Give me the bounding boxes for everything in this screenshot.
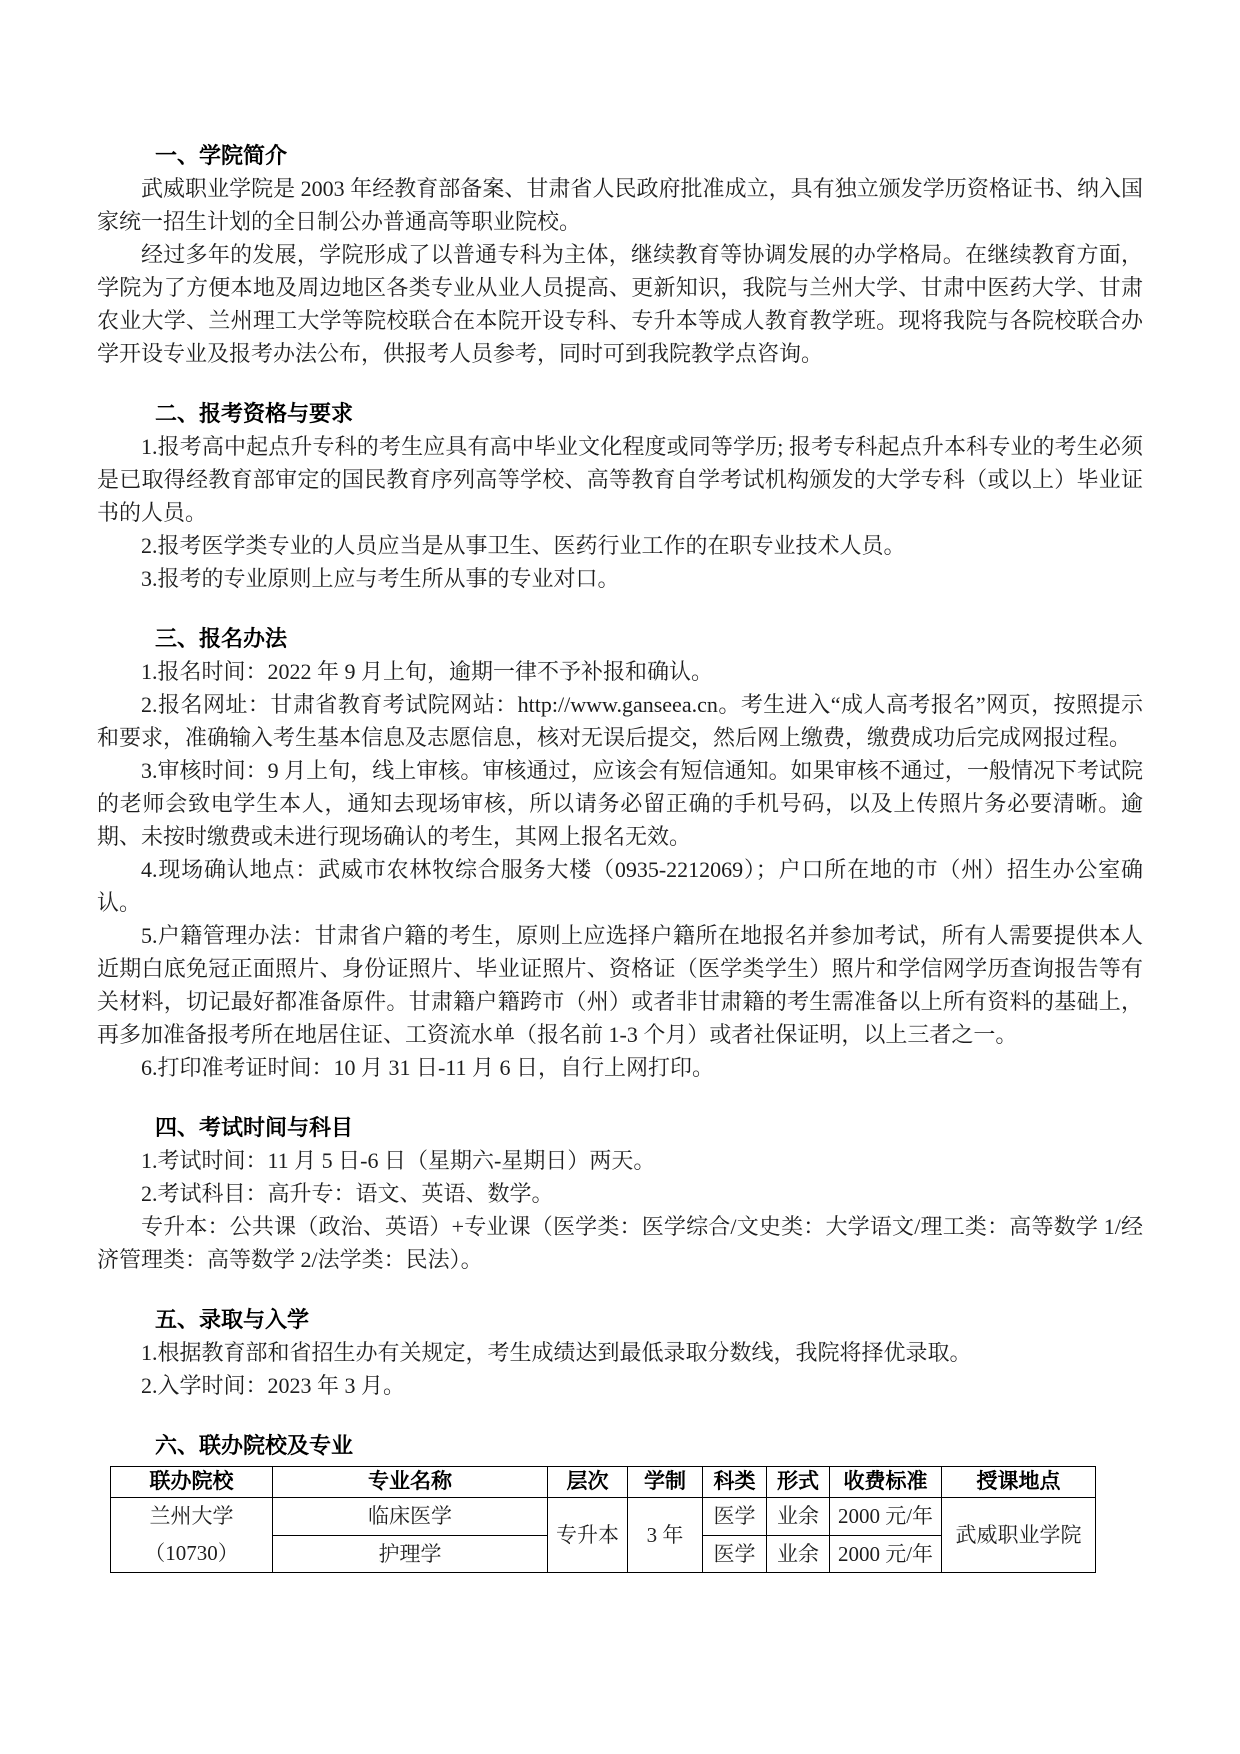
- section-heading: 五、录取与入学: [155, 1307, 310, 1332]
- header-duration: 学制: [628, 1467, 703, 1498]
- section-heading: 一、学院简介: [155, 143, 288, 168]
- section-qualifications: [97, 397, 1143, 595]
- college-cell: [111, 1498, 273, 1573]
- table-header-row: [111, 1467, 1096, 1498]
- paragraph: 专升本：公共课（政治、英语）+专业课（医学类：医学综合/文史类：大学语文/理工类：高等数学 1/经济管理类：高等数学 2/法学类：民法）。: [97, 1214, 1143, 1272]
- form-cell: 业余: [767, 1535, 830, 1573]
- category-cell: 医学: [703, 1498, 767, 1536]
- fee-cell: 2000 元/年: [830, 1535, 942, 1573]
- section-heading: 三、报名办法: [155, 626, 288, 651]
- header-level: 层次: [548, 1467, 628, 1498]
- paragraph: 3.审核时间：9 月上旬，线上审核。审核通过，应该会有短信通知。如果审核不通过，一般情况下考试院的老师会致电学生本人，通知去现场审核，所以请务必留正确的手机号码，以及上传照片务必要清晰。逾期、未按时缴费或未进行现场确认的考生，其网上报名无效。: [97, 758, 1143, 849]
- level-cell: 专升本: [548, 1498, 628, 1573]
- paragraph: 2.报考医学类专业的人员应当是从事卫生、医药行业工作的在职专业技术人员。: [141, 533, 906, 558]
- paragraph: 6.打印准考证时间：10 月 31 日-11 月 6 日，自行上网打印。: [141, 1055, 715, 1080]
- college-name: 兰州大学: [149, 1504, 234, 1528]
- header-college: 联办院校: [111, 1467, 273, 1498]
- section-heading: 四、考试时间与科目: [155, 1115, 354, 1140]
- table-row: [111, 1498, 1096, 1536]
- section-heading: 二、报考资格与要求: [155, 401, 354, 426]
- paragraph: 1.根据教育部和省招生办有关规定，考生成绩达到最低录取分数线，我院将择优录取。: [141, 1340, 972, 1365]
- major-cell: 护理学: [273, 1535, 548, 1573]
- paragraph: 经过多年的发展，学院形成了以普通专科为主体，继续教育等协调发展的办学格局。在继续教育方面，学院为了方便本地及周边地区各类专业从业人员提高、更新知识，我院与兰州大学、甘肃中医药大学、甘肃农业大学、兰州理工大学等院校联合在本院开设专科、专升本等成人教育教学班。现将我院与各院校联合办学开设专业及报考办法公布，供报考人员参考，同时可到我院教学点咨询。: [97, 242, 1143, 366]
- paragraph: 4.现场确认地点：武威市农林牧综合服务大楼（0935-2212069）；户口所在地的市（州）招生办公室确认。: [97, 857, 1143, 915]
- form-cell: 业余: [767, 1498, 830, 1536]
- category-cell: 医学: [703, 1535, 767, 1573]
- section-registration: [97, 622, 1143, 1084]
- paragraph: 3.报考的专业原则上应与考生所从事的专业对口。: [141, 566, 620, 591]
- location-cell: 武威职业学院: [942, 1498, 1096, 1573]
- paragraph: 2.考试科目：高升专：语文、英语、数学。: [141, 1181, 554, 1206]
- section-heading: 六、联办院校及专业: [155, 1433, 354, 1458]
- paragraph: 1.报名时间：2022 年 9 月上旬，逾期一律不予补报和确认。: [141, 659, 714, 684]
- paragraph: 2.报名网址：甘肃省教育考试院网站：http://www.ganseea.cn。考生进入“成人高考报名”网页，按照提示和要求，准确输入考生基本信息及志愿信息，核对无误后提交，然后网上缴费，缴费成功后完成网报过程。: [97, 692, 1143, 750]
- duration-cell: 3 年: [628, 1498, 703, 1573]
- header-major: 专业名称: [273, 1467, 548, 1498]
- college-code: （10730）: [144, 1541, 239, 1565]
- section-admission: [97, 1303, 1143, 1402]
- header-category: 科类: [703, 1467, 767, 1498]
- section-joint-programs: [97, 1429, 1143, 1573]
- header-location: 授课地点: [942, 1467, 1096, 1498]
- fee-cell: 2000 元/年: [830, 1498, 942, 1536]
- paragraph: 2.入学时间：2023 年 3 月。: [141, 1373, 406, 1398]
- header-fee: 收费标准: [830, 1467, 942, 1498]
- paragraph: 1.报考高中起点升专科的考生应具有高中毕业文化程度或同等学历; 报考专科起点升本科专业的考生必须是已取得经教育部审定的国民教育序列高等学校、高等教育自学考试机构颁发的大学专科（或以上）毕业证书的人员。: [97, 434, 1143, 525]
- section-exam-time-subjects: [97, 1111, 1143, 1276]
- paragraph: 5.户籍管理办法：甘肃省户籍的考生，原则上应选择户籍所在地报名并参加考试，所有人需要提供本人近期白底免冠正面照片、身份证照片、毕业证照片、资格证（医学类学生）照片和学信网学历查询报告等有关材料，切记最好都准备原件。甘肃籍户籍跨市（州）或者非甘肃籍的考生需准备以上所有资料的基础上，再多加准备报考所在地居住证、工资流水单（报名前 1-3 个月）或者社保证明，以上三者之一。: [97, 923, 1143, 1047]
- header-form: 形式: [767, 1467, 830, 1498]
- major-cell: 临床医学: [273, 1498, 548, 1536]
- paragraph: 武威职业学院是 2003 年经教育部备案、甘肃省人民政府批准成立，具有独立颁发学历资格证书、纳入国家统一招生计划的全日制公办普通高等职业院校。: [97, 176, 1143, 234]
- section-college-intro: [97, 139, 1143, 370]
- paragraph: 1.考试时间：11 月 5 日-6 日（星期六-星期日）两天。: [141, 1148, 656, 1173]
- joint-programs-table: [110, 1466, 1096, 1573]
